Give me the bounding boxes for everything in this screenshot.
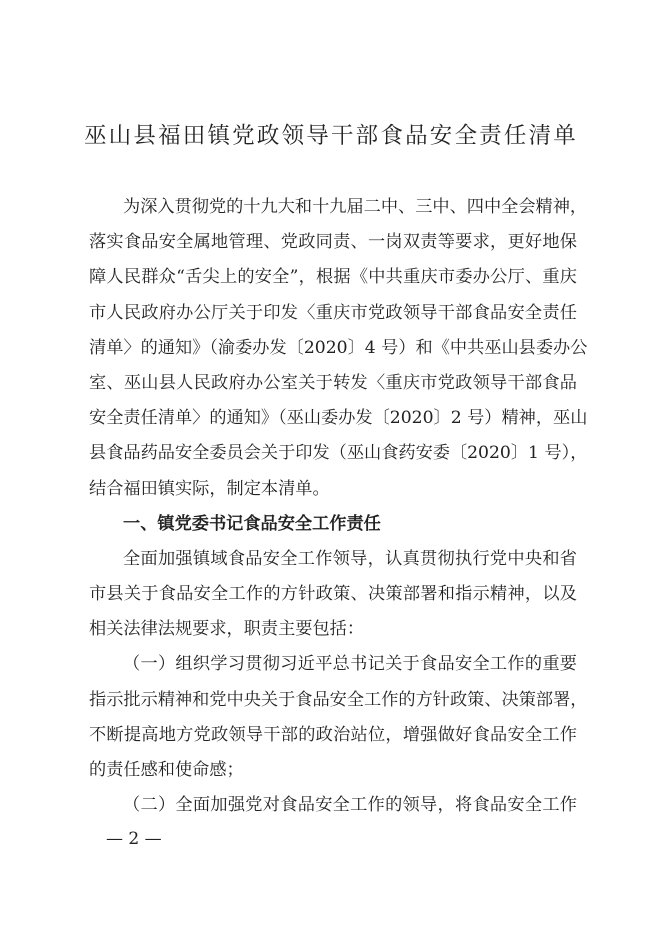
item-line: 指示批示精神和党中央关于食品安全工作的方针政策、决策部署， [89,689,588,710]
item-line: （二）全面加强党对食品安全工作的领导，将食品安全工作 [123,795,577,816]
item-line: （一）组织学习贯彻习近平总书记关于食品安全工作的重要 [123,654,577,675]
intro-line: 室、巫山县人民政府办公室关于转发〈重庆市党政领导干部食品 [89,372,577,393]
item-line: 的责任感和使命感； [89,760,244,780]
section-line: 全面加强镇域食品安全工作领导，认真贯彻执行党中央和省 [123,548,577,569]
document-title: 巫山县福田镇党政领导干部食品安全责任清单 [83,123,578,149]
intro-line: 为深入贯彻党的十九大和十九届二中、三中、四中全会精神， [123,197,588,217]
document-body [89,190,588,823]
intro-line: 市人民政府办公厅关于印发〈重庆市党政领导干部食品安全责任 [89,302,577,323]
section-line: 相关法律法规要求，职责主要包括： [89,619,365,640]
item-line: 不断提高地方党政领导干部的政治站位，增强做好食品安全工作 [89,724,577,745]
intro-line: 结合福田镇实际，制定本清单。 [89,478,330,499]
intro-line: 县食品药品安全委员会关于印发（巫山食药安委〔2020〕1 号）， [89,443,588,464]
intro-line: 落实食品安全属地管理、党政同责、一岗双责等要求，更好地保 [89,232,577,253]
section-heading: 一、镇党委书记食品安全工作责任 [123,513,381,534]
intro-line: 障人民群众“舌尖上的安全”，根据《中共重庆市委办公厅、重庆 [89,267,577,288]
section-line: 市县关于食品安全工作的方针政策、决策部署和指示精神，以及 [89,584,577,605]
page-number: — 2 — [106,829,162,849]
intro-line: 安全责任清单〉的通知》（巫山委办发〔2020〕2 号）精神，巫山 [89,408,588,429]
intro-line: 清单〉的通知》（渝委办发〔2020〕4 号）和《中共巫山县委办公 [89,337,588,358]
